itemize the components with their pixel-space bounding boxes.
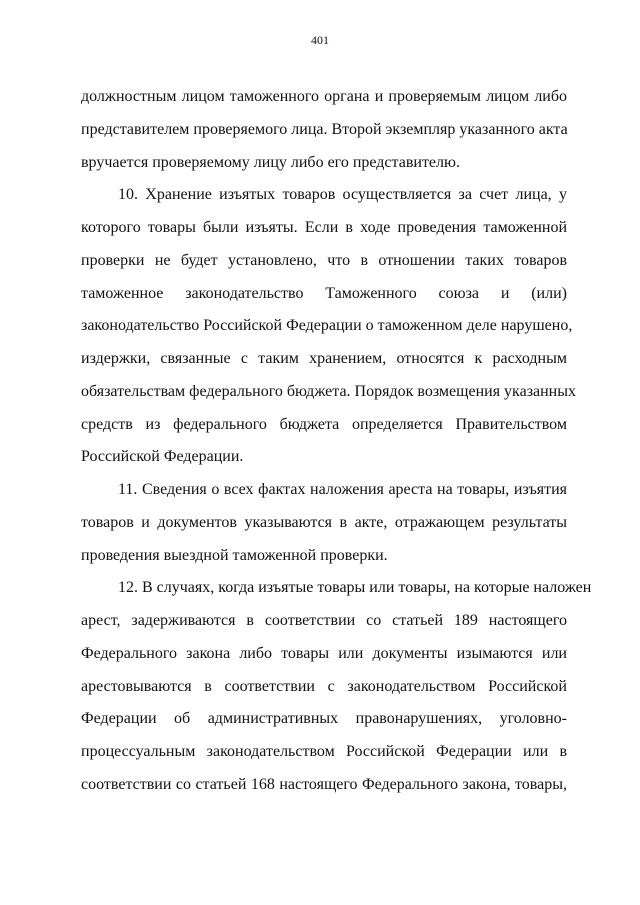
- text-line: 11. Сведения о всех фактах наложения ареста на товары, изъятия: [118, 481, 567, 498]
- page-number: 401: [311, 33, 329, 47]
- text-line: обязательствам федерального бюджета. Порядок возмещения указанных: [81, 382, 576, 400]
- text-line: таможенное законодательство Таможенного союза и (или): [81, 284, 567, 302]
- text-line: должностным лицом таможенного органа и проверяемым лицом либо: [81, 88, 567, 105]
- text-line: которого товары были изъяты. Если в ходе проведения таможенной: [81, 219, 567, 236]
- document-body: [81, 86, 592, 807]
- text-line: представителем проверяемого лица. Второй экземпляр указанного акта: [81, 120, 568, 138]
- text-line: Российской Федерации.: [81, 448, 244, 466]
- text-line: товаров и документов указываются в акте, отражающем результаты: [81, 513, 567, 531]
- text-line: 10. Хранение изъятых товаров осуществляется за счет лица, у: [118, 186, 567, 204]
- text-line: Федерации об административных правонарушениях, уголовно-: [81, 710, 567, 728]
- text-line: арестовываются в соответствии с законодательством Российской: [81, 677, 567, 695]
- text-line: издержки, связанные с таким хранением, относятся к расходным: [81, 350, 567, 367]
- text-line: проверки не будет установлено, что в отношении таких товаров: [81, 251, 567, 269]
- text-line: соответствии со статьей 168 настоящего Федерального закона, товары,: [81, 775, 567, 793]
- text-line: проведения выездной таможенной проверки.: [81, 546, 388, 564]
- text-line: вручается проверяемому лицу либо его представителю.: [81, 153, 460, 171]
- text-line: средств из федерального бюджета определяется Правительством: [81, 415, 567, 433]
- text-line: процессуальным законодательством Российской Федерации или в: [81, 743, 567, 760]
- text-line: Федерального закона либо товары или документы изымаются или: [81, 644, 567, 662]
- text-line: 12. В случаях, когда изъятые товары или товары, на которые наложен: [118, 579, 592, 597]
- text-line: арест, задерживаются в соответствии со статьей 189 настоящего: [81, 612, 567, 629]
- text-line: законодательство Российской Федерации о таможенном деле нарушено,: [81, 317, 573, 335]
